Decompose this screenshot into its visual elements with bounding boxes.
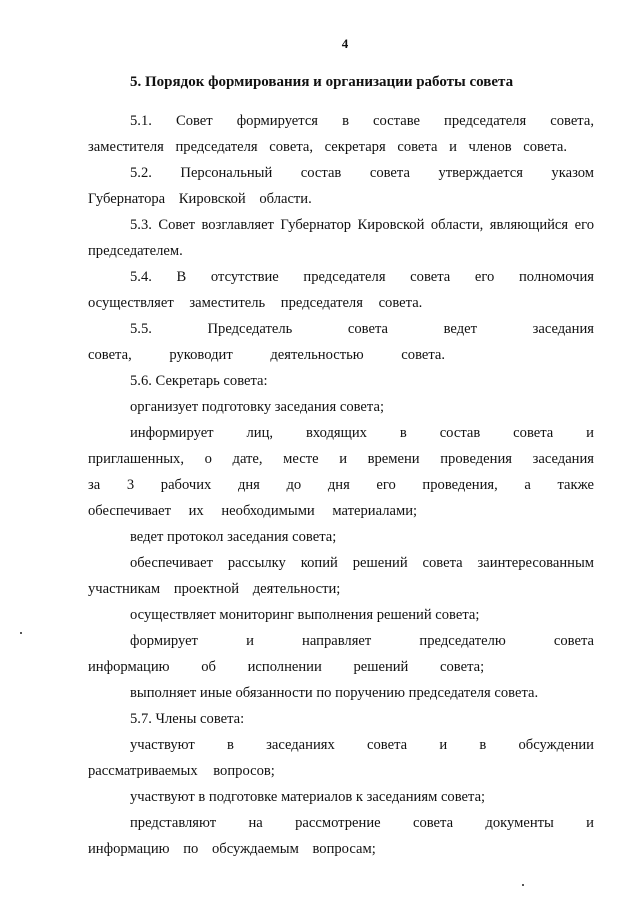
list-item-keeps-minutes: ведет протокол заседания совета; [130, 529, 337, 545]
page-number: 4 [341, 36, 349, 51]
paragraph-5-7: 5.7. Члены совета: [130, 711, 245, 727]
scan-mark-left [20, 632, 22, 634]
list-item-other-duties: выполняет иные обязанности по поручению председателя совета. [130, 685, 539, 701]
paragraph-5-5: 5.5. Председатель совета ведет заседания совета, руководит деятельностью совета. [88, 321, 594, 363]
paragraph-5-3: 5.3. Совет возглавляет Губернатор Кировской области, являющийся его председателем. [88, 217, 594, 259]
list-item-monitors-execution: осуществляет мониторинг выполнения решений совета; [130, 607, 480, 623]
list-item-forms-information: формирует и направляет председателю совета информацию об исполнении решений совета; [88, 633, 594, 675]
scan-mark-bottom [522, 884, 524, 886]
list-item-distributes-decisions: обеспечивает рассылку копий решений совета заинтересованным участникам проектной деятельности; [88, 555, 594, 597]
section-heading: 5. Порядок формирования и организации работы совета [130, 74, 514, 90]
paragraph-5-1: 5.1. Совет формируется в составе председателя совета, заместителя председателя совета, секретаря совета и членов совета. [88, 113, 594, 155]
paragraph-5-6: 5.6. Секретарь совета: [130, 373, 268, 389]
document-body [88, 108, 594, 862]
list-item-submit-documents: представляют на рассмотрение совета документы и информацию по обсуждаемым вопросам; [88, 815, 594, 857]
list-item-participate-meetings: участвуют в заседаниях совета и в обсуждении рассматриваемых вопросов; [88, 737, 594, 779]
paragraph-5-4: 5.4. В отсутствие председателя совета его полномочия осуществляет заместитель председателя совета. [88, 269, 594, 311]
list-item-prepare-materials: участвуют в подготовке материалов к заседаниям совета; [130, 789, 486, 805]
paragraph-5-2: 5.2. Персональный состав совета утверждается указом Губернатора Кировской области. [88, 165, 594, 207]
list-item-informs-persons: информирует лиц, входящих в состав совета и приглашенных, о дате, месте и времени проведения заседания за 3 рабочих дня до дня его проведения, а также обеспечивает их необходимыми материалами; [88, 425, 594, 519]
list-item-organizes-meeting: организует подготовку заседания совета; [130, 399, 384, 415]
